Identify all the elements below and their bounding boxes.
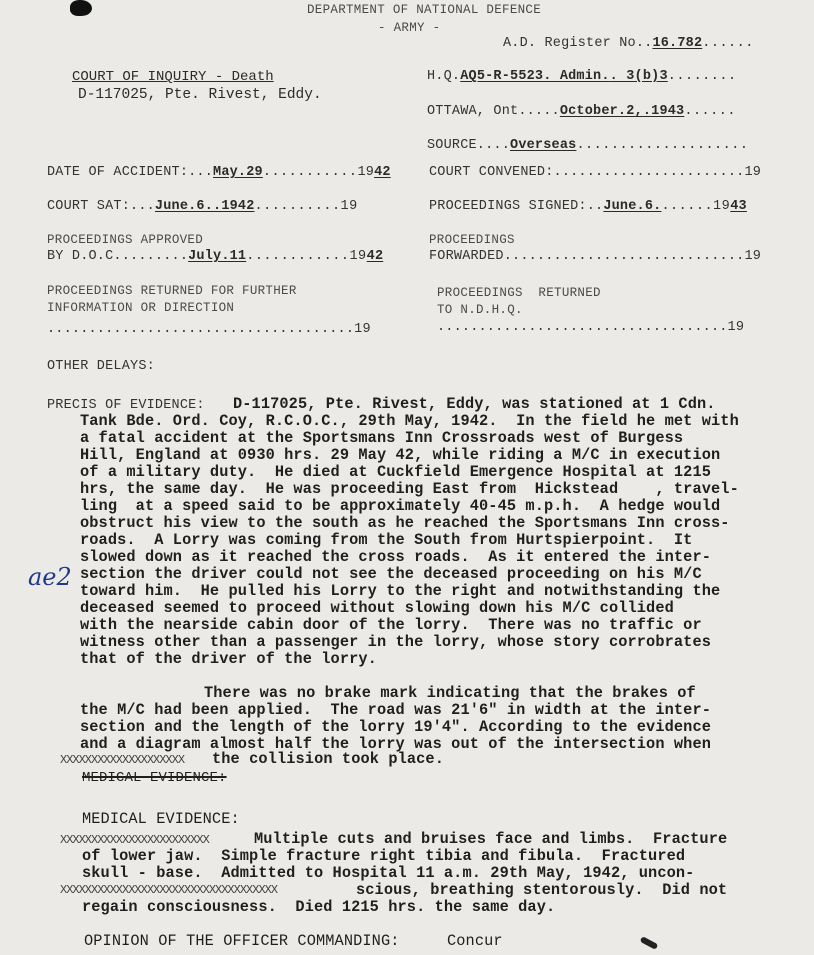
medical-line: regain consciousness. Died 1215 hrs. the same day. xyxy=(82,898,556,916)
branch-heading: - ARMY - xyxy=(378,21,441,35)
proceedings-approved-dots: ............19 xyxy=(246,249,367,264)
proceedings-signed-date: June.6. xyxy=(603,199,662,214)
date-of-accident-century: 19 xyxy=(357,165,375,180)
ottawa-label: OTTAWA, Ont..... xyxy=(427,104,560,119)
proceedings-approved-field xyxy=(47,250,383,264)
source-value: Overseas xyxy=(510,138,577,153)
source-dots: .................... xyxy=(576,138,749,153)
other-delays-label: OTHER DELAYS: xyxy=(47,359,155,374)
brake-line: There was no brake mark indicating that the brakes of xyxy=(204,684,696,702)
date-of-accident-value: May.29 xyxy=(213,165,263,180)
precis-line: that of the driver of the lorry. xyxy=(80,650,377,668)
date-of-accident-field xyxy=(47,166,391,180)
hq-value-2: . 3(b)3 xyxy=(609,69,668,84)
precis-line: with the nearside cabin door of the lorry. There was no traffic or xyxy=(80,616,702,634)
court-convened-field: COURT CONVENED:.......................19 xyxy=(429,165,762,180)
precis-line: obstruct his view to the south as he reached the Sportsmans Inn cross- xyxy=(80,514,730,532)
hq-value: AQ5-R-5523. Admin. xyxy=(460,69,610,84)
opinion-label: OPINION OF THE OFFICER COMMANDING: xyxy=(84,932,400,950)
proceedings-returned-dots: .....................................19 xyxy=(47,322,371,337)
typed-over-text: XXXXXXXXXXXXXXXXXXXXXXXX xyxy=(60,833,209,847)
department-heading: DEPARTMENT OF NATIONAL DEFENCE xyxy=(307,3,542,17)
proceedings-returned-ndhq-label-2: TO N.D.H.Q. xyxy=(437,303,523,317)
precis-line: D-117025, Pte. Rivest, Eddy, was stationed at 1 Cdn. xyxy=(233,395,716,413)
brake-line: section and the length of the lorry 19'4". According to the evidence xyxy=(80,718,712,736)
precis-label: PRECIS OF EVIDENCE: xyxy=(47,398,205,413)
court-sat-field xyxy=(47,200,358,214)
precis-line: section the driver could not see the deceased proceeding on his M/C xyxy=(80,565,702,583)
precis-line: hrs, the same day. He was proceeding East from Hickstead , travel- xyxy=(80,480,739,498)
ottawa-field xyxy=(427,105,736,119)
hq-dots: ........ xyxy=(667,69,737,84)
precis-line: Hill, England at 0930 hrs. 29 May 42, while riding a M/C in execution xyxy=(80,446,721,464)
case-title: COURT OF INQUIRY - Death xyxy=(72,69,274,85)
proceedings-approved-date: July.11 xyxy=(188,249,247,264)
register-label: A.D. Register No.. xyxy=(503,36,653,51)
proceedings-approved-label: PROCEEDINGS APPROVED xyxy=(47,233,204,247)
hq-label: H.Q. xyxy=(427,69,461,84)
proceedings-signed-field xyxy=(429,200,747,214)
court-sat-value: June.6..1942 xyxy=(154,199,255,214)
source-label: SOURCE.... xyxy=(427,138,511,153)
ottawa-dots: ...... xyxy=(684,104,736,119)
hq-field xyxy=(427,70,737,84)
precis-line: slowed down as it reached the cross roads. As it entered the inter- xyxy=(80,548,712,566)
proceedings-forwarded-field: FORWARDED.............................19 xyxy=(429,249,762,264)
brake-line: the collision took place. xyxy=(212,750,444,768)
proceedings-signed-dots: ......19 xyxy=(661,199,731,214)
proceedings-returned-label-2: INFORMATION OR DIRECTION xyxy=(47,301,235,315)
precis-line: of a military duty. He died at Cuckfield Emergence Hospital at 1215 xyxy=(80,463,712,481)
medical-line: skull - base. Admitted to Hospital 11 a.m. 29th May, 1942, uncon- xyxy=(82,864,695,882)
precis-line: witness other than a passenger in the lorry, whose story corrobrates xyxy=(80,633,712,651)
proceedings-returned-label: PROCEEDINGS RETURNED FOR FURTHER xyxy=(47,284,297,298)
typed-over-text: XXXXXXXXXXXXXXXXXXXX xyxy=(60,753,185,767)
pen-mark xyxy=(640,936,659,950)
date-of-accident-label: DATE OF ACCIDENT:... xyxy=(47,165,214,180)
ottawa-date: October.2,.1943 xyxy=(559,104,685,119)
proceedings-signed-year: 43 xyxy=(730,199,747,214)
struck-heading: MEDICAL EVIDENCE: xyxy=(82,770,227,786)
case-subject: D-117025, Pte. Rivest, Eddy. xyxy=(78,87,322,103)
proceedings-forwarded-label: PROCEEDINGS xyxy=(429,233,515,247)
court-sat-label: COURT SAT:... xyxy=(47,199,155,214)
proceedings-signed-label: PROCEEDINGS SIGNED:.. xyxy=(429,199,604,214)
brake-line: and a diagram almost half the lorry was out of the intersection when xyxy=(80,735,712,753)
typed-over-text: XXXXXXXXXXXXXXXXXXXXXXXXXXXXXXXXXXX xyxy=(60,883,278,897)
proceedings-approved-doc: BY D.O.C......... xyxy=(47,249,189,264)
medical-line: of lower jaw. Simple fracture right tibia and fibula. Fractured xyxy=(82,847,686,865)
proceedings-returned-ndhq-dots: ...................................19 xyxy=(437,320,745,335)
date-of-accident-year: 42 xyxy=(374,165,391,180)
medical-line: Multiple cuts and bruises face and limbs. Fracture xyxy=(254,830,728,848)
proceedings-approved-year: 42 xyxy=(366,249,384,264)
proceedings-returned-ndhq-label: PROCEEDINGS RETURNED xyxy=(437,286,601,300)
ink-blot xyxy=(70,0,92,16)
source-field xyxy=(427,139,748,153)
medical-heading: MEDICAL EVIDENCE: xyxy=(82,810,240,828)
register-number-field xyxy=(503,37,754,51)
register-dots: ...... xyxy=(702,36,754,51)
court-sat-dots: ..........19 xyxy=(254,199,358,214)
brake-line: the M/C had been applied. The road was 21'6" in width at the inter- xyxy=(80,701,712,719)
register-number: 16.782 xyxy=(652,36,703,51)
opinion-value: Concur xyxy=(447,932,503,950)
precis-line: roads. A Lorry was coming from the South from Hurtspierpoint. It xyxy=(80,531,693,549)
precis-line: toward him. He pulled his Lorry to the right and notwithstanding the xyxy=(80,582,721,600)
precis-line: Tank Bde. Ord. Coy, R.C.O.C., 29th May, 1942. In the field he met with xyxy=(80,412,739,430)
precis-line: a fatal accident at the Sportsmans Inn Crossroads west of Burgess xyxy=(80,429,684,447)
medical-line: scious, breathing stentorously. Did not xyxy=(356,881,728,899)
precis-line: deceased seemed to proceed without slowing down his M/C collided xyxy=(80,599,674,617)
date-of-accident-dots: ........... xyxy=(262,165,358,180)
handwritten-annotation: ae2 xyxy=(28,563,72,591)
precis-line: ling at a speed said to be approximately 40-45 m.p.h. A hedge would xyxy=(80,497,721,515)
